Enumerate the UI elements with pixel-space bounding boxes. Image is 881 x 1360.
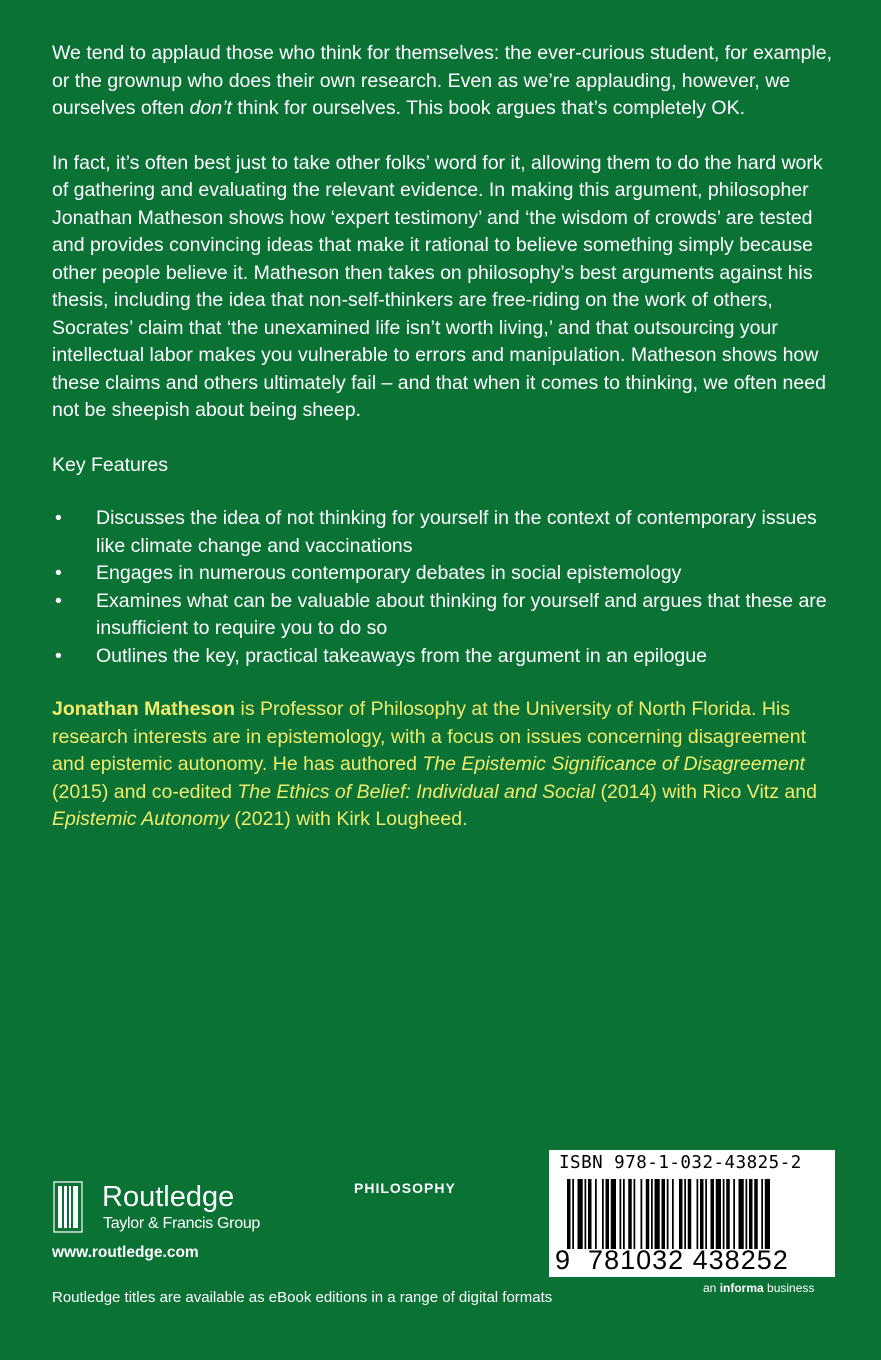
informa-business: an informa business: [703, 1281, 815, 1295]
publisher-group: Taylor & Francis Group: [103, 1215, 261, 1232]
key-features-list: [52, 505, 842, 670]
barcode-bar: [711, 1179, 715, 1249]
bullet-icon: •: [55, 562, 62, 584]
barcode-bar: [746, 1179, 748, 1249]
barcode-bars: [567, 1179, 829, 1249]
barcode-bar: [620, 1179, 622, 1249]
barcode-bar: [623, 1179, 625, 1249]
barcode-bar: [588, 1179, 592, 1249]
barcode-bar: [628, 1179, 632, 1249]
isbn-digits: 9 781032 438252: [555, 1245, 789, 1275]
barcode-bar: [723, 1179, 725, 1249]
barcode-bar: [567, 1179, 571, 1249]
barcode-bar: [716, 1179, 721, 1249]
book-title: The Ethics of Belief: Individual and Social: [237, 780, 596, 803]
barcode-bar: [754, 1179, 758, 1249]
book-title: Epistemic Autonomy: [52, 808, 230, 830]
back-cover-text: [52, 40, 842, 861]
book-title: The Epistemic Significance of Disagreement: [422, 753, 805, 775]
barcode-bar: [697, 1179, 699, 1249]
publisher-name: Routledge: [102, 1181, 235, 1213]
key-features-heading: Key Features: [52, 453, 168, 476]
barcode-bar: [655, 1179, 660, 1249]
barcode-bar: [739, 1179, 744, 1249]
intro-paragraph-1: [52, 40, 842, 123]
isbn-label: ISBN 978-1-032-43825-2: [559, 1153, 802, 1173]
author-name: Jonathan Matheson: [52, 698, 236, 720]
barcode-bar: [761, 1179, 763, 1249]
list-item: • Engages in numerous contemporary debates in social epistemology: [52, 560, 842, 588]
barcode-bar: [572, 1179, 574, 1249]
publisher-url[interactable]: www.routledge.com: [52, 1244, 199, 1261]
barcode-bar: [667, 1179, 669, 1249]
bullet-icon: •: [55, 589, 62, 612]
barcode-bar: [611, 1179, 616, 1249]
author-bio: Jonathan Matheson is Professor of Philosophy at the University of North Florida. His research interests are in epistemology, with a focus on issues concerning disagreement and epistemic autonomy. He has authored The Epistemic Significance of Disagreement (2015) and co-edited The Ethics of Belief: Individual and Social (2014) with Rico Vitz and Epistemic Autonomy (2021) with Kirk Lougheed.: [52, 698, 817, 830]
bullet-icon: •: [55, 644, 62, 667]
routledge-mark-icon: [52, 1180, 84, 1234]
barcode: [549, 1150, 835, 1277]
list-item: • Outlines the key, practical takeaways from the argument in an epilogue: [52, 643, 842, 671]
barcode-bar: [672, 1179, 674, 1249]
barcode-bar: [688, 1179, 692, 1249]
ebook-note: Routledge titles are available as eBook editions in a range of digital formats: [52, 1289, 553, 1306]
bullet-icon: •: [55, 507, 62, 529]
intro-paragraph-2: In fact, it’s often best just to take other folks’ word for it, allowing them to do the hard work of gathering and evaluating the relevant evidence. In making this argument, philosopher Jonathan Matheson shows how ‘expert testimony’ and ‘the wisdom of crowds’ are tested and provides convincing ideas that make it rational to believe something simply because other people believe it. Matheson then takes on philosophy’s best arguments against his thesis, including the idea that non-self-thinkers are free-riding on the work of others, Socrates’ claim that ‘the unexamined life isn’t worth living,’ and that outsourcing your intellectual labor makes you vulnerable to errors and manipulation. Matheson shows how these claims and others ultimately fail – and that when it comes to thinking, we often need not be sheepish about being sheep.: [52, 151, 826, 421]
barcode-bar: [651, 1179, 653, 1249]
barcode-bar: [602, 1179, 604, 1249]
intro-emphasis: don’t: [189, 97, 232, 119]
barcode-bar: [733, 1179, 735, 1249]
list-item: • Examines what can be valuable about thinking for yourself and argues that these are insufficient to require you to do so: [55, 589, 827, 639]
barcode-bar: [726, 1179, 730, 1249]
barcode-bar: [684, 1179, 686, 1249]
barcode-bar: [679, 1179, 683, 1249]
barcode-bar: [641, 1179, 643, 1249]
barcode-bar: [662, 1179, 666, 1249]
list-item: • Discusses the idea of not thinking for yourself in the context of contemporary issues like climate change and vaccinations: [55, 507, 817, 557]
barcode-bar: [606, 1179, 610, 1249]
barcode-bar: [585, 1179, 587, 1249]
intro-text: We tend to applaud those who think for themselves: the ever-curious student, for example, or the grownup who does their own research. Even as we’re applauding, however, we ourselves often: [52, 42, 833, 119]
barcode-bar: [646, 1179, 650, 1249]
routledge-logo: [52, 1180, 292, 1250]
subject-label: PHILOSOPHY: [354, 1180, 456, 1196]
barcode-bar: [595, 1179, 597, 1249]
barcode-bar: [749, 1179, 753, 1249]
barcode-bar: [634, 1179, 636, 1249]
intro-text: think for ourselves. This book argues that’s completely OK.: [231, 97, 745, 119]
barcode-bar: [578, 1179, 583, 1249]
barcode-bar: [705, 1179, 707, 1249]
barcode-bar: [765, 1179, 770, 1249]
barcode-bar: [700, 1179, 704, 1249]
